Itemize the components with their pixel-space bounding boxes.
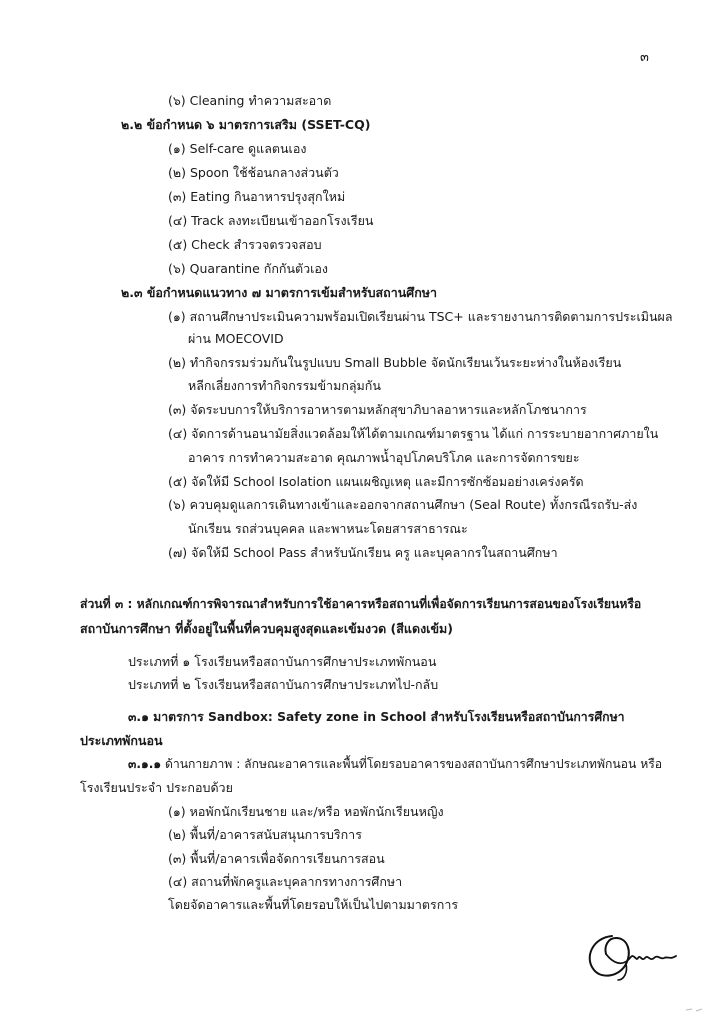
building-item-1: (๑) หอพักนักเรียนชาย และ/หรือ หอพักนักเรียนหญิง <box>168 804 444 819</box>
list-item-5: (๕) จัดให้มี School Isolation แผนเผชิญเหตุ และมีการซักซ้อมอย่างเคร่งครัด <box>168 474 584 489</box>
list-item-cleaning: (๖) Cleaning ทำความสะอาด <box>168 93 332 108</box>
list-item-2-cont: หลีกเลี่ยงการทำกิจกรรมข้ามกลุ่มกัน <box>188 378 381 393</box>
list-item-track: (๔) Track ลงทะเบียนเข้าออกโรงเรียน <box>168 213 374 228</box>
paragraph-3-1-1-cont: โรงเรียนประจำ ประกอบด้วย <box>80 780 233 795</box>
list-item-3: (๓) จัดระบบการให้บริการอาหารตามหลักสุขาภิบาลอาหารและหลักโภชนาการ <box>168 402 587 417</box>
paragraph-text: ด้านกายภาพ : ลักษณะอาคารและพื้นที่โดยรอบอาคารของสถาบันการศึกษาประเภทพักนอน หรือ <box>161 757 663 771</box>
scan-mark <box>684 1004 706 1014</box>
heading-3-1-cont: ประเภทพักนอน <box>80 733 163 748</box>
list-item-7: (๗) จัดให้มี School Pass สำหรับนักเรียน ครู และบุคลากรในสถานศึกษา <box>168 545 558 560</box>
building-item-3: (๓) พื้นที่/อาคารเพื่อจัดการเรียนการสอน <box>168 851 385 866</box>
heading-2-3: ๒.๓ ข้อกำหนดแนวทาง ๗ มาตรการเข้มสำหรับสถานศึกษา <box>121 285 438 300</box>
paragraph-3-1-1 <box>128 757 662 772</box>
list-item-self-care: (๑) Self-care ดูแลตนเอง <box>168 141 307 156</box>
list-item-1: (๑) สถานศึกษาประเมินความพร้อมเปิดเรียนผ่าน TSC+ และรายงานการติดตามการประเมินผล <box>168 309 673 324</box>
list-item-2: (๒) ทำกิจกรรมร่วมกันในรูปแบบ Small Bubble จัดนักเรียนเว้นระยะห่างในห้องเรียน <box>168 355 622 370</box>
type-1: ประเภทที่ ๑ โรงเรียนหรือสถาบันการศึกษาประเภทพักนอน <box>128 654 437 669</box>
building-item-4: (๔) สถานที่พักครูและบุคลากรทางการศึกษา <box>168 874 403 889</box>
list-item-spoon: (๒) Spoon ใช้ช้อนกลางส่วนตัว <box>168 165 339 180</box>
part-3-heading: ส่วนที่ ๓ : หลักเกณฑ์การพิจารณาสำหรับการใช้อาคารหรือสถานที่เพื่อจัดการเรียนการสอนของโรงเรียนหรือ <box>80 597 642 611</box>
list-item-4: (๔) จัดการด้านอนามัยสิ่งแวดล้อมให้ได้ตามเกณฑ์มาตรฐาน ได้แก่ การระบายอากาศภายใน <box>168 426 659 441</box>
list-item-6: (๖) ควบคุมดูแลการเดินทางเข้าและออกจากสถานศึกษา (Seal Route) ทั้งกรณีรถรับ-ส่ง <box>168 497 638 512</box>
list-item-eating: (๓) Eating กินอาหารปรุงสุกใหม่ <box>168 189 346 204</box>
page-number: ๓ <box>640 50 649 65</box>
signature-image <box>582 928 682 983</box>
building-item-2: (๒) พื้นที่/อาคารสนับสนุนการบริการ <box>168 827 362 842</box>
building-note: โดยจัดอาคารและพื้นที่โดยรอบให้เป็นไปตามมาตรการ <box>168 897 459 912</box>
list-item-check: (๕) Check สำรวจตรวจสอบ <box>168 237 322 252</box>
type-2: ประเภทที่ ๒ โรงเรียนหรือสถาบันการศึกษาประเภทไป-กลับ <box>128 677 439 692</box>
heading-2-2: ๒.๒ ข้อกำหนด ๖ มาตรการเสริม (SSET-CQ) <box>121 117 371 132</box>
list-item-6-cont: นักเรียน รถส่วนบุคคล และพาหนะโดยสารสาธารณะ <box>188 521 468 536</box>
list-item-1-cont: ผ่าน MOECOVID <box>188 331 284 346</box>
part-3-heading-cont: สถาบันการศึกษา ที่ตั้งอยู่ในพื้นที่ควบคุมสูงสุดและเข้มงวด (สีแดงเข้ม) <box>80 621 453 636</box>
heading-3-1: ๓.๑ มาตรการ Sandbox: Safety zone in School สำหรับโรงเรียนหรือสถาบันการศึกษา <box>128 710 625 724</box>
paragraph-number: ๓.๑.๑ <box>128 757 162 771</box>
list-item-4-cont: อาคาร การทำความสะอาด คุณภาพน้ำอุปโภคบริโภค และการจัดการขยะ <box>188 450 580 465</box>
list-item-quarantine: (๖) Quarantine กักกันตัวเอง <box>168 261 329 276</box>
